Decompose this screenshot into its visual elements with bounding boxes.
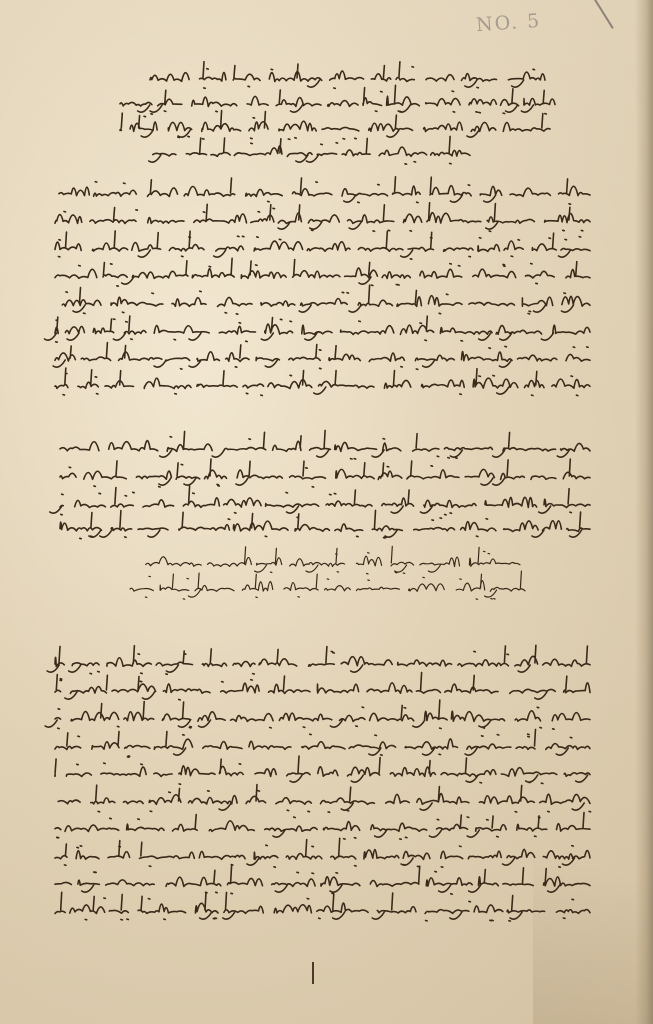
handwritten-line [55, 203, 590, 232]
handwritten-line [120, 111, 550, 140]
paragraph-3 [45, 645, 590, 921]
handwritten-line [130, 571, 525, 599]
folio-number: NO. 5 [475, 9, 542, 37]
handwritten-line [60, 430, 590, 459]
paragraph-2 [50, 430, 590, 538]
handwritten-line [53, 343, 590, 370]
handwritten-line [55, 838, 590, 867]
handwritten-line [60, 510, 590, 538]
handwritten-line [146, 546, 520, 574]
sub-heading [130, 546, 525, 599]
handwritten-line [55, 258, 590, 286]
handwritten-line [55, 865, 590, 894]
heading [120, 62, 555, 165]
handwritten-line [150, 62, 545, 89]
handwritten-line [59, 177, 590, 204]
handwritten-line [55, 231, 590, 259]
handwritten-line [47, 645, 590, 674]
handwritten-line [55, 892, 590, 921]
handwritten-line [45, 316, 591, 342]
handwritten-line [45, 700, 590, 729]
handwritten-line [55, 813, 590, 840]
handwritten-line [60, 459, 590, 487]
handwritten-line [50, 486, 590, 515]
handwritten-line [55, 729, 590, 757]
handwritten-line [62, 285, 590, 314]
handwritten-line [55, 368, 590, 396]
handwritten-line [55, 756, 590, 784]
page-marker [312, 962, 314, 984]
handwritten-line [55, 673, 590, 700]
handwritten-line [149, 136, 470, 164]
handwritten-line [58, 785, 590, 813]
handwritten-line [120, 85, 555, 114]
paragraph-1 [45, 177, 591, 396]
